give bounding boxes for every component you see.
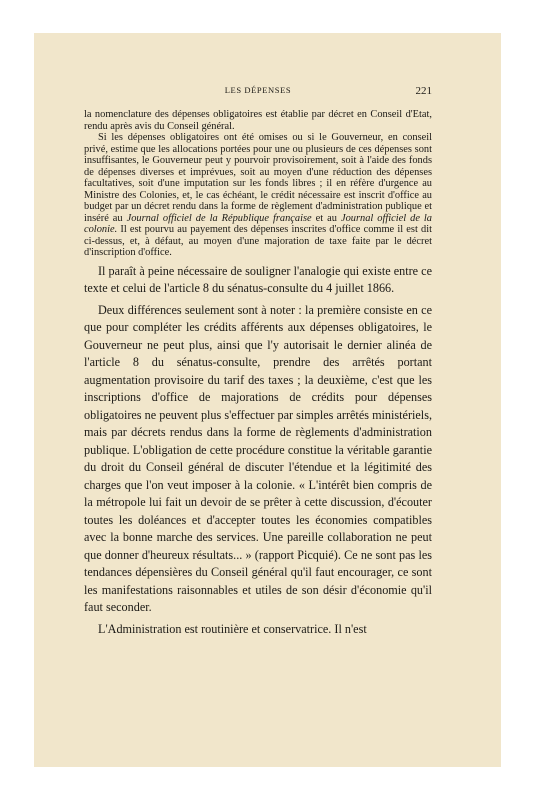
running-title: LES DÉPENSES <box>224 85 292 95</box>
paragraph-1: la nomenclature des dépenses obligatoires est établie par décret en Conseil d'Etat, rendu après avis du Conseil général. <box>84 109 432 132</box>
page-number: 221 <box>415 85 432 97</box>
journal-officiel-colonie: Journal officiel de la colonie. <box>84 212 433 235</box>
paragraph-2-mid: et au <box>311 212 341 224</box>
paragraph-2-end: Il est pourvu au payement des dépenses inscrites d'office comme il est dit ci-dessus, et, à défaut, au moyen d'une majoration de taxe faite par le décret d'inscription d'office. <box>84 224 432 258</box>
paragraph-4: Deux différences seulement sont à noter : la première consiste en ce que pour compléter les crédits afférents aux dépenses obligatoires, le Gouverneur ne peut plus, ainsi que l'y autorisait le dernier alinéa de l'article 8 du sénatus-consulte, prendre des arrêtés portant augmentation provisoire du tarif des taxes ; la deuxième, c'est que les inscriptions d'office de majorations de crédits pour dépenses obligatoires ne peuvent plus s'effectuer par simples arrêtés ministériels, mais par décrets rendus dans la forme de règlements d'administration publique. L'obligation de cette procédure constitue la véritable garantie du droit du Conseil général de discuter l'étendue et la légitimité des charges que l'on veut imposer à la colonie. « L'intérêt bien compris de la métropole lui fait un devoir de se prêter à cette discussion, d'écouter toutes les doléances et d'accepter toutes les économies compatibles avec la bonne marche des services. Une pareille collaboration ne peut que donner d'heureux résultats... » (rapport Picquié). Ce ne sont pas les tendances dépensières du Conseil général qu'il faut encourager, ce sont les manifestations raisonnables et utiles de son désir d'économie qu'il faut seconder. <box>84 302 432 614</box>
book-page <box>84 85 432 638</box>
paragraph-5: L'Administration est routinière et conservatrice. Il n'est <box>98 621 367 636</box>
paragraph-2-start: Si les dépenses obligatoires ont été omises ou si le Gouverneur, en conseil privé, estime que les allocations portées pour une ou plusieurs de ces dépenses sont insuffisantes, le Gouverneur peut y pourvoir provisoirement, soit à l'aide des fonds de dépenses diverses et imprévues, soit au moyen d'une réduction des dépenses facultatives, soit d'une imputation sur les fonds libres ; il en réfère d'urgence au Ministre des Colonies, et, le cas échéant, le crédit nécessaire est inscrit d'office au budget par un décret rendu dans la forme de règlement d'administration publique et inséré au <box>84 132 432 224</box>
journal-officiel-republique: Journal officiel de la République française <box>126 212 312 224</box>
running-header <box>84 85 432 101</box>
paragraph-2 <box>84 132 432 259</box>
paragraph-3: Il paraît à peine nécessaire de souligner l'analogie qui existe entre ce texte et celui de l'article 8 du sénatus-consulte du 4 juillet 1866. <box>84 263 432 295</box>
